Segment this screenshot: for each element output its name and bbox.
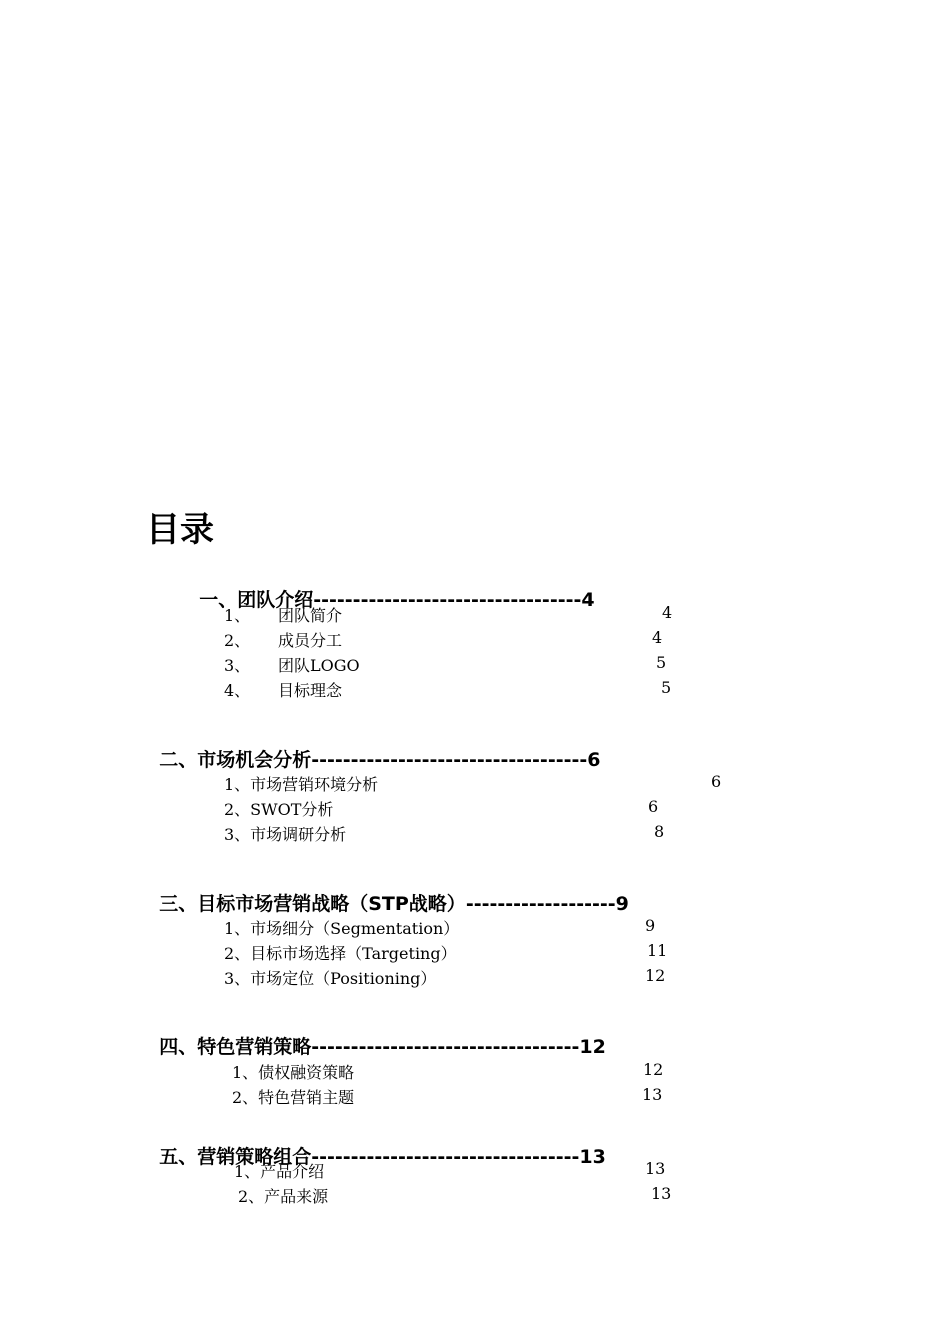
toc-item-label[interactable]: 1、市场细分（Segmentation） bbox=[224, 919, 460, 938]
toc-section-page: 4 bbox=[581, 589, 595, 611]
toc-section-page: 12 bbox=[579, 1036, 606, 1058]
toc-item-page: 13 bbox=[642, 1085, 663, 1104]
toc-section-heading: 一、团队介绍 bbox=[199, 589, 314, 611]
toc-item-number: 4、 bbox=[224, 681, 251, 700]
toc-item-page: 4 bbox=[652, 628, 663, 647]
toc-section-4[interactable] bbox=[146, 1010, 606, 1059]
dot-leader: ----------------------------------- bbox=[311, 749, 588, 771]
toc-item-label[interactable]: 2、SWOT分析 bbox=[224, 800, 334, 819]
toc-item-page: 13 bbox=[651, 1184, 672, 1203]
toc-item-page: 5 bbox=[656, 653, 667, 672]
toc-item-page: 6 bbox=[648, 797, 659, 816]
toc-section-5[interactable] bbox=[146, 1120, 606, 1169]
toc-item-label[interactable]: 目标理念 bbox=[278, 681, 343, 700]
toc-item-number: 3、 bbox=[224, 656, 251, 675]
toc-item-page: 12 bbox=[645, 966, 666, 985]
toc-section-page: 9 bbox=[615, 893, 629, 915]
toc-section-page: 6 bbox=[587, 749, 601, 771]
toc-item-page: 9 bbox=[645, 916, 656, 935]
toc-item-1-3[interactable] bbox=[224, 653, 250, 676]
toc-item-1-4[interactable] bbox=[224, 678, 250, 701]
toc-item-page: 6 bbox=[711, 772, 722, 791]
toc-item-1-2[interactable] bbox=[224, 628, 250, 651]
toc-item-1-1[interactable] bbox=[224, 603, 250, 626]
toc-item-page: 12 bbox=[643, 1060, 664, 1079]
toc-item-label[interactable]: 成员分工 bbox=[278, 631, 343, 650]
toc-item-page: 5 bbox=[661, 678, 672, 697]
toc-section-heading: 二、市场机会分析 bbox=[159, 749, 312, 771]
toc-item-label[interactable]: 团队简介 bbox=[278, 606, 343, 625]
toc-item-label[interactable]: 3、市场调研分析 bbox=[224, 825, 347, 844]
dot-leader: ---------------------------------- bbox=[311, 1146, 580, 1168]
toc-section-heading: 四、特色营销策略 bbox=[159, 1036, 312, 1058]
toc-item-page: 8 bbox=[654, 822, 665, 841]
toc-item-label[interactable]: 团队LOGO bbox=[278, 656, 360, 675]
dot-leader: ---------------------------------- bbox=[313, 589, 582, 611]
toc-item-number: 1、 bbox=[224, 606, 251, 625]
toc-item-label[interactable]: 1、债权融资策略 bbox=[232, 1063, 355, 1082]
toc-item-number: 2、 bbox=[224, 631, 251, 650]
toc-item-label[interactable]: 2、目标市场选择（Targeting） bbox=[224, 944, 457, 963]
toc-title: 目录 bbox=[146, 510, 214, 550]
toc-section-heading: 五、营销策略组合 bbox=[159, 1146, 312, 1168]
toc-section-3[interactable] bbox=[146, 867, 629, 916]
toc-section-heading: 三、目标市场营销战略（STP战略） bbox=[159, 893, 466, 915]
toc-item-label[interactable]: 3、市场定位（Positioning） bbox=[224, 969, 437, 988]
toc-item-page: 11 bbox=[647, 941, 668, 960]
dot-leader: ------------------- bbox=[465, 893, 616, 915]
toc-item-label[interactable]: 1、市场营销环境分析 bbox=[224, 775, 379, 794]
dot-leader: ---------------------------------- bbox=[311, 1036, 580, 1058]
toc-item-label[interactable]: 2、特色营销主题 bbox=[232, 1088, 355, 1107]
toc-item-page: 13 bbox=[645, 1159, 666, 1178]
toc-item-page: 4 bbox=[662, 603, 673, 622]
toc-item-label[interactable]: 1、产品介绍 bbox=[234, 1162, 325, 1181]
toc-item-label[interactable]: 2、产品来源 bbox=[238, 1187, 329, 1206]
toc-section-2[interactable] bbox=[146, 723, 601, 772]
toc-section-page: 13 bbox=[579, 1146, 606, 1168]
